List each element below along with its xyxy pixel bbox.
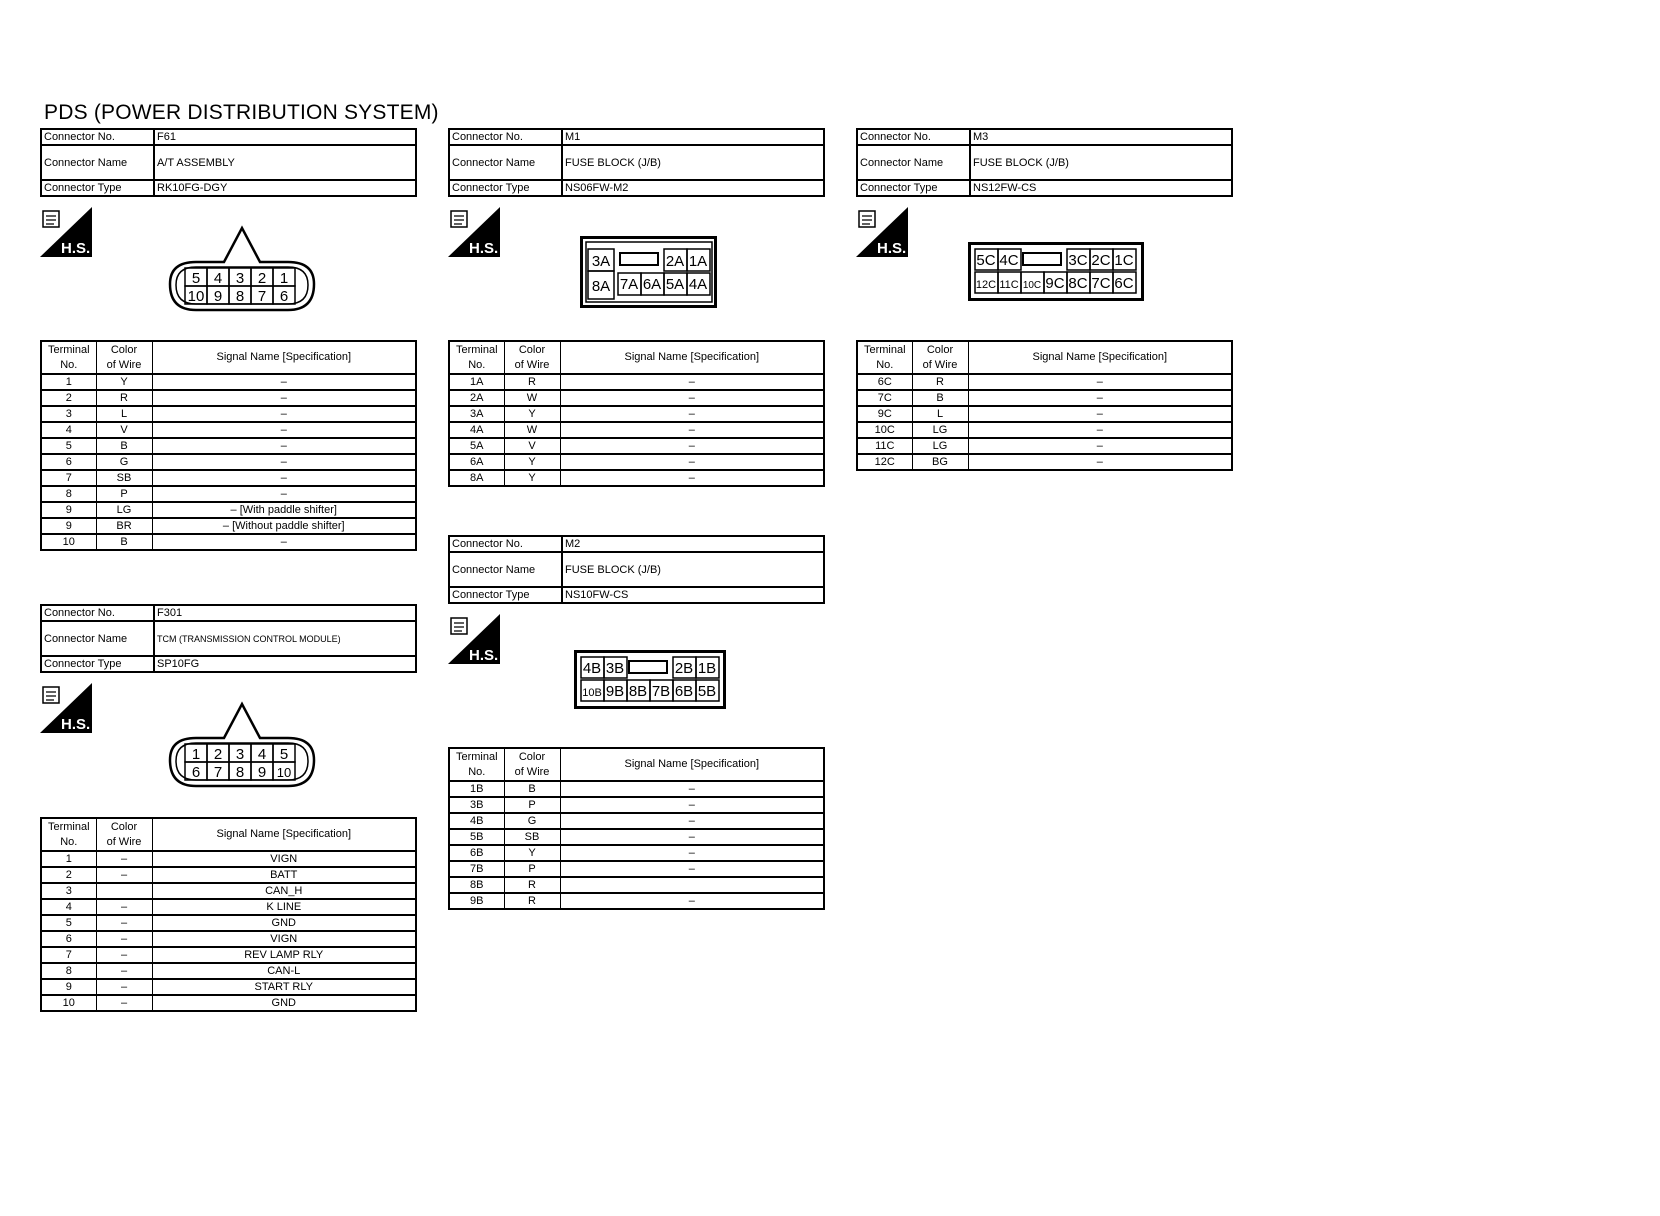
- terminal-no-cell: 5: [41, 915, 96, 931]
- pin-label: 5B: [697, 683, 717, 700]
- connector-type-value: NS12FW-CS: [970, 180, 1232, 196]
- wire-color-cell: V: [96, 422, 152, 438]
- wire-color-cell: W: [504, 390, 560, 406]
- terminal-table-f61-wrap: [40, 340, 417, 551]
- terminal-no-cell: 10: [41, 995, 96, 1011]
- connector-name-value: FUSE BLOCK (J/B): [970, 145, 1232, 180]
- connector-type-value: SP10FG: [154, 656, 416, 672]
- table-row: [41, 534, 416, 550]
- pin-label: 2: [213, 746, 223, 763]
- wire-color-cell: R: [912, 374, 968, 390]
- signal-name-cell: –: [560, 829, 824, 845]
- table-row: [449, 877, 824, 893]
- wire-color-cell: LG: [912, 438, 968, 454]
- connector-no-value: M2: [562, 536, 824, 552]
- table-row: [857, 374, 1232, 390]
- terminal-no-cell: 3: [41, 406, 96, 422]
- table-row: [41, 947, 416, 963]
- signal-name-cell: –: [560, 374, 824, 390]
- connector-type-label: Connector Type: [857, 180, 970, 196]
- connector-block-m1: [448, 128, 825, 197]
- signal-name-cell: K LINE: [152, 899, 416, 915]
- connector-no-value: M3: [970, 129, 1232, 145]
- connector-name-label: Connector Name: [41, 145, 154, 180]
- table-row: [41, 851, 416, 867]
- signal-header: Signal Name [Specification]: [152, 818, 416, 851]
- table-row: [449, 454, 824, 470]
- terminal-no-cell: 9C: [857, 406, 912, 422]
- pin-label: 8C: [1068, 275, 1088, 292]
- terminal-no-cell: 6: [41, 454, 96, 470]
- table-row: [857, 438, 1232, 454]
- pin-label: 6B: [674, 683, 694, 700]
- table-row: [857, 390, 1232, 406]
- signal-name-cell: GND: [152, 995, 416, 1011]
- signal-name-cell: –: [560, 797, 824, 813]
- connector-no-label: Connector No.: [41, 129, 154, 145]
- wire-color-cell: Y: [504, 470, 560, 486]
- connector-face-diagram-m3: [968, 242, 1144, 301]
- terminal-no-cell: 2: [41, 867, 96, 883]
- wire-color-cell: –: [96, 995, 152, 1011]
- wire-color-cell: LG: [912, 422, 968, 438]
- terminal-no-cell: 4: [41, 422, 96, 438]
- terminal-no-cell: 6A: [449, 454, 504, 470]
- signal-name-cell: –: [560, 861, 824, 877]
- terminal-no-cell: 5A: [449, 438, 504, 454]
- signal-header: Signal Name [Specification]: [560, 341, 824, 374]
- connector-name-value: A/T ASSEMBLY: [154, 145, 416, 180]
- wire-color-cell: R: [504, 893, 560, 909]
- pin-label: 1C: [1114, 252, 1134, 269]
- wire-color-cell: Y: [96, 374, 152, 390]
- wire-color-cell: Y: [504, 454, 560, 470]
- connector-no-label: Connector No.: [857, 129, 970, 145]
- connector-no-label: Connector No.: [449, 129, 562, 145]
- pin-label: 3B: [605, 660, 625, 677]
- hs-label: H.S.: [469, 647, 499, 664]
- connector-name-value: FUSE BLOCK (J/B): [562, 145, 824, 180]
- terminal-no-cell: 12C: [857, 454, 912, 470]
- harness-side-icon: [856, 207, 908, 257]
- pin-label: 9B: [605, 683, 625, 700]
- terminal-no-cell: 9: [41, 518, 96, 534]
- pin-label: 3: [235, 746, 245, 763]
- signal-name-cell: BATT: [152, 867, 416, 883]
- signal-header: Signal Name [Specification]: [152, 341, 416, 374]
- pin-label: 4B: [582, 660, 602, 677]
- pin-label: 11C: [999, 279, 1019, 291]
- terminal-no-cell: 3: [41, 883, 96, 899]
- terminal-no-cell: 3A: [449, 406, 504, 422]
- pin-label: 7C: [1091, 275, 1111, 292]
- terminal-no-cell: 8: [41, 963, 96, 979]
- wire-color-cell: BR: [96, 518, 152, 534]
- table-row: [449, 861, 824, 877]
- wire-color-cell: P: [96, 486, 152, 502]
- wire-color-cell: Y: [504, 406, 560, 422]
- terminal-no-cell: 9: [41, 979, 96, 995]
- terminal-no-cell: 5B: [449, 829, 504, 845]
- table-row: [41, 995, 416, 1011]
- table-row: [449, 781, 824, 797]
- signal-name-cell: –: [560, 781, 824, 797]
- pin-label: 7B: [651, 683, 671, 700]
- table-row: [449, 438, 824, 454]
- table-row: [41, 931, 416, 947]
- signal-name-cell: – [Without paddle shifter]: [152, 518, 416, 534]
- terminal-no-cell: 5: [41, 438, 96, 454]
- signal-name-cell: CAN_H: [152, 883, 416, 899]
- table-row: [449, 422, 824, 438]
- wire-color-cell: B: [504, 781, 560, 797]
- signal-name-cell: –: [152, 374, 416, 390]
- table-row: [857, 406, 1232, 422]
- table-row: [41, 979, 416, 995]
- harness-side-icon: [40, 207, 92, 257]
- signal-name-cell: –: [152, 470, 416, 486]
- table-row: [449, 893, 824, 909]
- table-row: [41, 390, 416, 406]
- connector-type-value: RK10FG-DGY: [154, 180, 416, 196]
- terminal-table: [448, 747, 825, 910]
- pin-label: 5A: [665, 276, 685, 293]
- wire-color-cell: B: [96, 438, 152, 454]
- wire-color-cell: –: [96, 979, 152, 995]
- wire-color-cell: R: [504, 374, 560, 390]
- harness-side-icon: [40, 683, 92, 733]
- pin-label: 10: [187, 288, 205, 305]
- signal-name-cell: –: [968, 422, 1232, 438]
- pin-label: 9C: [1045, 275, 1065, 292]
- table-row: [41, 502, 416, 518]
- connector-type-label: Connector Type: [41, 656, 154, 672]
- table-row: [857, 454, 1232, 470]
- signal-name-cell: –: [968, 374, 1232, 390]
- pin-label: 5C: [976, 252, 996, 269]
- pin-label: 3C: [1068, 252, 1088, 269]
- wire-color-cell: G: [96, 454, 152, 470]
- table-row: [41, 486, 416, 502]
- page-title: PDS (POWER DISTRIBUTION SYSTEM): [44, 101, 439, 124]
- terminal-no-cell: 1B: [449, 781, 504, 797]
- pin-label: 4A: [688, 276, 708, 293]
- signal-name-cell: –: [560, 845, 824, 861]
- terminal-no-cell: 6C: [857, 374, 912, 390]
- connector-no-value: M1: [562, 129, 824, 145]
- table-row: [449, 829, 824, 845]
- terminal-header: Terminal No.: [449, 341, 504, 374]
- terminal-no-cell: 7: [41, 947, 96, 963]
- pin-label: 1: [191, 746, 201, 763]
- color-header: Color of Wire: [504, 748, 560, 781]
- table-row: [41, 454, 416, 470]
- wire-color-cell: R: [96, 390, 152, 406]
- wire-color-cell: P: [504, 797, 560, 813]
- wire-color-cell: B: [96, 534, 152, 550]
- wire-color-cell: R: [504, 877, 560, 893]
- table-row: [449, 813, 824, 829]
- pin-label: 10B: [582, 687, 602, 699]
- signal-name-cell: –: [152, 486, 416, 502]
- signal-name-cell: [560, 877, 824, 893]
- signal-name-cell: –: [152, 438, 416, 454]
- connector-block-m2: [448, 535, 825, 604]
- connector-type-label: Connector Type: [449, 180, 562, 196]
- connector-name-label: Connector Name: [41, 621, 154, 656]
- table-row: [449, 470, 824, 486]
- terminal-no-cell: 7C: [857, 390, 912, 406]
- hs-label: H.S.: [61, 716, 91, 733]
- connector-no-value: F61: [154, 129, 416, 145]
- connector-info-table: [40, 128, 417, 197]
- pin-label: 8B: [628, 683, 648, 700]
- signal-name-cell: –: [560, 406, 824, 422]
- pin-label: 6C: [1114, 275, 1134, 292]
- terminal-no-cell: 6: [41, 931, 96, 947]
- pin-label: 7: [257, 288, 267, 305]
- pin-label: 8A: [591, 278, 611, 295]
- wire-color-cell: BG: [912, 454, 968, 470]
- pin-label: 10C: [1022, 280, 1042, 291]
- terminal-no-cell: 8B: [449, 877, 504, 893]
- wire-color-cell: SB: [96, 470, 152, 486]
- signal-name-cell: REV LAMP RLY: [152, 947, 416, 963]
- terminal-no-cell: 4: [41, 899, 96, 915]
- table-row: [41, 518, 416, 534]
- pin-label: 7: [213, 764, 223, 781]
- pin-label: 9: [213, 288, 223, 305]
- pin-label: 5: [279, 746, 289, 763]
- wire-color-cell: W: [504, 422, 560, 438]
- color-header: Color of Wire: [912, 341, 968, 374]
- pin-label: 4C: [999, 252, 1019, 269]
- wire-color-cell: –: [96, 947, 152, 963]
- signal-name-cell: –: [152, 390, 416, 406]
- wire-color-cell: L: [96, 406, 152, 422]
- terminal-header: Terminal No.: [41, 341, 96, 374]
- table-row: [449, 374, 824, 390]
- terminal-no-cell: 4B: [449, 813, 504, 829]
- terminal-no-cell: 3B: [449, 797, 504, 813]
- signal-name-cell: VIGN: [152, 851, 416, 867]
- wire-color-cell: Y: [504, 845, 560, 861]
- connector-type-value: NS06FW-M2: [562, 180, 824, 196]
- table-row: [857, 422, 1232, 438]
- wire-color-cell: –: [96, 915, 152, 931]
- terminal-no-cell: 9B: [449, 893, 504, 909]
- signal-name-cell: –: [560, 454, 824, 470]
- terminal-table-f301-wrap: [40, 817, 417, 1012]
- connector-type-value: NS10FW-CS: [562, 587, 824, 603]
- pin-label: 3A: [591, 253, 611, 270]
- table-row: [449, 406, 824, 422]
- connector-name-label: Connector Name: [857, 145, 970, 180]
- wire-color-cell: V: [504, 438, 560, 454]
- pin-label: 2C: [1091, 252, 1111, 269]
- color-header: Color of Wire: [96, 818, 152, 851]
- terminal-header: Terminal No.: [857, 341, 912, 374]
- wire-color-cell: L: [912, 406, 968, 422]
- signal-name-cell: START RLY: [152, 979, 416, 995]
- wire-color-cell: –: [96, 931, 152, 947]
- pin-label: 8: [235, 288, 245, 305]
- connector-face-diagram-f61: [168, 222, 316, 314]
- table-row: [41, 422, 416, 438]
- terminal-no-cell: 10C: [857, 422, 912, 438]
- pin-label: 6: [191, 764, 201, 781]
- signal-name-cell: –: [560, 470, 824, 486]
- terminal-no-cell: 7B: [449, 861, 504, 877]
- terminal-no-cell: 9: [41, 502, 96, 518]
- wire-color-cell: –: [96, 963, 152, 979]
- terminal-no-cell: 7: [41, 470, 96, 486]
- terminal-header: Terminal No.: [449, 748, 504, 781]
- table-row: [41, 963, 416, 979]
- signal-header: Signal Name [Specification]: [560, 748, 824, 781]
- connector-info-table: [40, 604, 417, 673]
- terminal-no-cell: 1: [41, 851, 96, 867]
- terminal-no-cell: 11C: [857, 438, 912, 454]
- table-row: [41, 438, 416, 454]
- wire-color-cell: G: [504, 813, 560, 829]
- connector-block-f301: [40, 604, 417, 673]
- connector-face-diagram-m2: [574, 650, 726, 709]
- connector-name-label: Connector Name: [449, 145, 562, 180]
- pin-label: 9: [257, 764, 267, 781]
- terminal-no-cell: 8: [41, 486, 96, 502]
- pin-label: 1A: [688, 253, 708, 270]
- connector-face-diagram-m1: [580, 236, 717, 308]
- connector-info-table: [448, 128, 825, 197]
- pin-label: 1: [279, 270, 289, 287]
- terminal-table: [40, 340, 417, 551]
- connector-face-diagram-f301: [168, 698, 316, 790]
- signal-name-cell: –: [152, 534, 416, 550]
- wire-color-cell: –: [96, 899, 152, 915]
- terminal-no-cell: 8A: [449, 470, 504, 486]
- connector-no-value: F301: [154, 605, 416, 621]
- signal-name-cell: CAN-L: [152, 963, 416, 979]
- signal-name-cell: –: [560, 422, 824, 438]
- table-row: [41, 406, 416, 422]
- terminal-no-cell: 2A: [449, 390, 504, 406]
- terminal-header: Terminal No.: [41, 818, 96, 851]
- terminal-table: [40, 817, 417, 1012]
- table-row: [41, 374, 416, 390]
- connector-name-label: Connector Name: [449, 552, 562, 587]
- table-row: [41, 470, 416, 486]
- signal-name-cell: –: [152, 422, 416, 438]
- pin-label: 1B: [697, 660, 717, 677]
- table-row: [449, 390, 824, 406]
- wire-color-cell: B: [912, 390, 968, 406]
- connector-block-f61: [40, 128, 417, 197]
- signal-name-cell: – [With paddle shifter]: [152, 502, 416, 518]
- pin-label: 2A: [665, 253, 685, 270]
- connector-name-value: TCM (TRANSMISSION CONTROL MODULE): [154, 621, 416, 656]
- table-row: [41, 867, 416, 883]
- connector-block-m3: [856, 128, 1233, 197]
- pin-label: 4: [213, 270, 223, 287]
- terminal-table-m1-wrap: [448, 340, 825, 487]
- signal-name-cell: –: [560, 438, 824, 454]
- connector-no-label: Connector No.: [449, 536, 562, 552]
- connector-type-label: Connector Type: [41, 180, 154, 196]
- connector-info-table: [448, 535, 825, 604]
- table-row: [449, 845, 824, 861]
- wire-color-cell: –: [96, 867, 152, 883]
- signal-name-cell: –: [968, 454, 1232, 470]
- signal-name-cell: –: [968, 438, 1232, 454]
- harness-side-icon: [448, 614, 500, 664]
- signal-name-cell: –: [152, 454, 416, 470]
- terminal-no-cell: 10: [41, 534, 96, 550]
- table-row: [449, 797, 824, 813]
- color-header: Color of Wire: [96, 341, 152, 374]
- terminal-no-cell: 1A: [449, 374, 504, 390]
- connector-info-table: [856, 128, 1233, 197]
- signal-header: Signal Name [Specification]: [968, 341, 1232, 374]
- pin-label: 5: [191, 270, 201, 287]
- signal-name-cell: –: [560, 893, 824, 909]
- signal-name-cell: –: [560, 813, 824, 829]
- terminal-no-cell: 1: [41, 374, 96, 390]
- signal-name-cell: –: [560, 390, 824, 406]
- wire-color-cell: P: [504, 861, 560, 877]
- pin-label: 12C: [975, 279, 997, 291]
- pin-label: 6A: [642, 276, 662, 293]
- connector-no-label: Connector No.: [41, 605, 154, 621]
- pin-label: 7A: [619, 276, 639, 293]
- pin-label: 2B: [674, 660, 694, 677]
- terminal-no-cell: 6B: [449, 845, 504, 861]
- pin-label: 2: [257, 270, 267, 287]
- pin-label: 8: [235, 764, 245, 781]
- harness-side-icon: [448, 207, 500, 257]
- hs-label: H.S.: [61, 240, 91, 257]
- terminal-no-cell: 4A: [449, 422, 504, 438]
- hs-label: H.S.: [469, 240, 499, 257]
- signal-name-cell: VIGN: [152, 931, 416, 947]
- wire-color-cell: SB: [504, 829, 560, 845]
- signal-name-cell: –: [152, 406, 416, 422]
- color-header: Color of Wire: [504, 341, 560, 374]
- pin-label: 6: [279, 288, 289, 305]
- wire-color-cell: [96, 883, 152, 899]
- terminal-no-cell: 2: [41, 390, 96, 406]
- signal-name-cell: –: [968, 390, 1232, 406]
- wire-color-cell: LG: [96, 502, 152, 518]
- connector-name-value: FUSE BLOCK (J/B): [562, 552, 824, 587]
- terminal-table: [448, 340, 825, 487]
- terminal-table: [856, 340, 1233, 471]
- wire-color-cell: –: [96, 851, 152, 867]
- terminal-table-m2-wrap: [448, 747, 825, 910]
- hs-label: H.S.: [877, 240, 907, 257]
- table-row: [41, 899, 416, 915]
- table-row: [41, 883, 416, 899]
- signal-name-cell: GND: [152, 915, 416, 931]
- connector-type-label: Connector Type: [449, 587, 562, 603]
- pin-label: 4: [257, 746, 267, 763]
- pin-label: 3: [235, 270, 245, 287]
- table-row: [41, 915, 416, 931]
- pin-label: 10: [276, 765, 292, 780]
- terminal-table-m3-wrap: [856, 340, 1233, 471]
- signal-name-cell: –: [968, 406, 1232, 422]
